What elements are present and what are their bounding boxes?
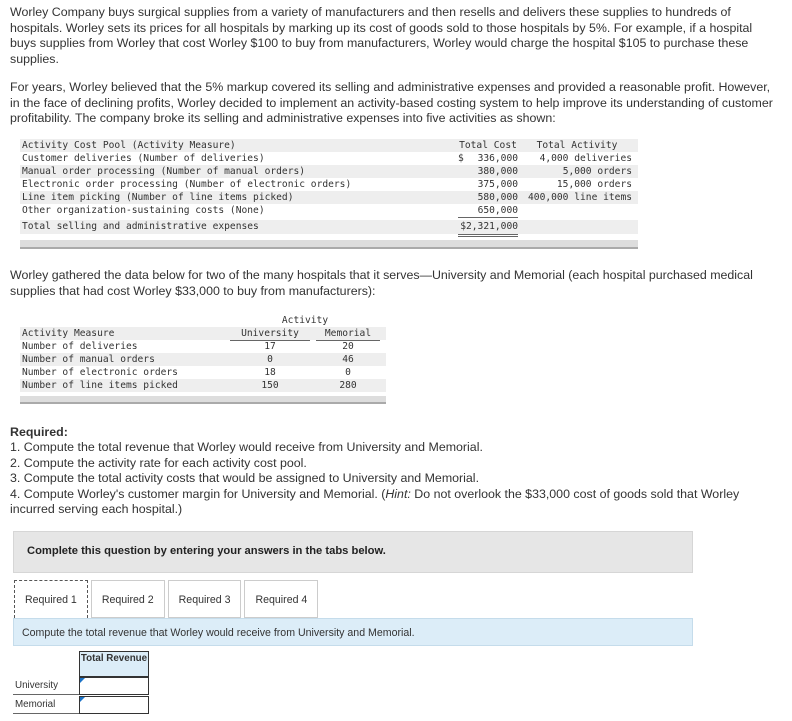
pool-cost: 580,000 bbox=[477, 192, 518, 203]
table-row bbox=[20, 379, 386, 392]
table-header-row bbox=[20, 327, 386, 340]
activity-cost-pool-table bbox=[20, 139, 638, 234]
measure-name: Number of manual orders bbox=[22, 354, 155, 365]
table-bottom-bar bbox=[20, 240, 638, 249]
cost-value: 336,000 bbox=[477, 153, 518, 164]
pool-name: Other organization-sustaining costs (None) bbox=[22, 205, 265, 216]
col-header-total-activity: Total Activity bbox=[536, 140, 618, 151]
university-value: 150 bbox=[261, 380, 279, 391]
input-flag-icon bbox=[80, 678, 85, 683]
pool-cost: 375,000 bbox=[477, 179, 518, 190]
col-header-total-cost: Total Cost bbox=[459, 140, 517, 151]
university-value: 17 bbox=[264, 341, 276, 352]
table-row bbox=[20, 353, 386, 366]
measure-name: Number of electronic orders bbox=[22, 367, 178, 378]
required-item-1: 1. Compute the total revenue that Worley would receive from University and Memorial. bbox=[10, 440, 483, 454]
col-header-total-revenue: Total Revenue bbox=[79, 651, 149, 677]
required-list bbox=[10, 440, 780, 518]
measure-name: Number of deliveries bbox=[22, 341, 138, 352]
table-row bbox=[20, 178, 638, 191]
pool-activity: 5,000 orders bbox=[562, 166, 632, 177]
task-strip bbox=[13, 618, 693, 646]
pool-cost bbox=[458, 152, 518, 165]
row-label-memorial: Memorial bbox=[13, 696, 79, 714]
total-label: Total selling and administrative expenses bbox=[22, 221, 259, 232]
instruction-text: Complete this question by entering your answers in the tabs below. bbox=[27, 545, 386, 557]
pool-name: Electronic order processing (Number of electronic orders) bbox=[22, 179, 352, 190]
pool-name: Manual order processing (Number of manual orders) bbox=[22, 166, 306, 177]
table-header-row bbox=[20, 139, 638, 152]
col-header-pool: Activity Cost Pool (Activity Measure) bbox=[22, 140, 236, 151]
dollar-sign: $ bbox=[458, 153, 464, 164]
col-header-university: University bbox=[230, 327, 310, 341]
required-item-2: 2. Compute the activity rate for each activity cost pool. bbox=[10, 455, 307, 470]
pool-name: Line item picking (Number of line items picked) bbox=[22, 192, 294, 203]
total-cost: $2,321,000 bbox=[458, 220, 518, 237]
pool-activity: 4,000 deliveries bbox=[539, 153, 632, 164]
table-row bbox=[20, 340, 386, 353]
pool-activity: 400,000 line items bbox=[528, 192, 632, 203]
memorial-value: 0 bbox=[345, 367, 351, 378]
instruction-box bbox=[13, 531, 693, 573]
input-flag-icon bbox=[80, 697, 85, 702]
pool-name: Customer deliveries (Number of deliveries) bbox=[22, 153, 265, 164]
required-item-4 bbox=[10, 487, 780, 518]
pool-activity: 15,000 orders bbox=[556, 179, 632, 190]
row-label-university: University bbox=[13, 677, 79, 695]
table-bottom-bar bbox=[20, 396, 386, 404]
university-value: 0 bbox=[267, 354, 273, 365]
table-row bbox=[20, 204, 638, 217]
memorial-value: 20 bbox=[342, 341, 354, 352]
required-item-4-text: 4. Compute Worley's customer margin for University and Memorial. ( bbox=[10, 486, 386, 501]
intro-paragraph-2: For years, Worley believed that the 5% markup covered its selling and administrative expenses and provided a reasonable profit. However, in the face of declining profits, Worley decided to implement an activity-based costing system to help improve its understanding of customer profitability. The company broke its selling and administrative expenses into five activities as shown: bbox=[10, 80, 773, 125]
tab-required-1[interactable]: Required 1 bbox=[14, 580, 88, 618]
hint-label: Hint: bbox=[385, 486, 411, 501]
memorial-value: 280 bbox=[339, 380, 357, 391]
memorial-value: 46 bbox=[342, 354, 354, 365]
required-title: Required: bbox=[10, 425, 68, 439]
required-tabs bbox=[14, 580, 321, 618]
tab-required-4[interactable]: Required 4 bbox=[244, 580, 318, 618]
table-row bbox=[20, 165, 638, 178]
memorial-revenue-input[interactable] bbox=[79, 696, 149, 714]
col-header-memorial: Memorial bbox=[316, 327, 380, 341]
required-item-3: 3. Compute the total activity costs that would be assigned to University and Memorial. bbox=[10, 471, 480, 485]
intro-paragraph-3: Worley gathered the data below for two of the many hospitals that it serves—University and Memorial (each hospital purchased medical supplies that had cost Worley $33,000 to buy from manufacturers): bbox=[10, 268, 753, 298]
table-row bbox=[20, 152, 638, 165]
pool-cost: 650,000 bbox=[458, 204, 518, 218]
activity-group-header: Activity bbox=[230, 314, 380, 328]
group-header-row bbox=[20, 314, 386, 327]
task-text: Compute the total revenue that Worley would receive from University and Memorial. bbox=[22, 627, 415, 639]
total-row bbox=[20, 220, 638, 234]
tab-required-2[interactable]: Required 2 bbox=[91, 580, 165, 618]
tab-required-3[interactable]: Required 3 bbox=[168, 580, 242, 618]
col-header-measure: Activity Measure bbox=[22, 328, 115, 339]
intro-paragraph-1: Worley Company buys surgical supplies from a variety of manufacturers and then resells and delivers these supplies to hundreds of hospitals. Worley sets its prices for all hospitals by marking up its cost of goods sold to those hospitals by 5%. For example, if a hospital buys supplies from Worley that cost Worley $100 to buy from manufacturers, Worley would charge the hospital $105 to purchase these supplies. bbox=[10, 5, 753, 66]
university-revenue-input[interactable] bbox=[79, 677, 149, 695]
table-row bbox=[20, 366, 386, 379]
hospital-activity-table bbox=[20, 314, 386, 392]
table-row bbox=[20, 191, 638, 204]
hint-text: Do not overlook the $33,000 cost of goods sold that Worley incurred serving each hospital.) bbox=[10, 486, 740, 516]
measure-name: Number of line items picked bbox=[22, 380, 178, 391]
pool-cost: 380,000 bbox=[477, 166, 518, 177]
university-value: 18 bbox=[264, 367, 276, 378]
